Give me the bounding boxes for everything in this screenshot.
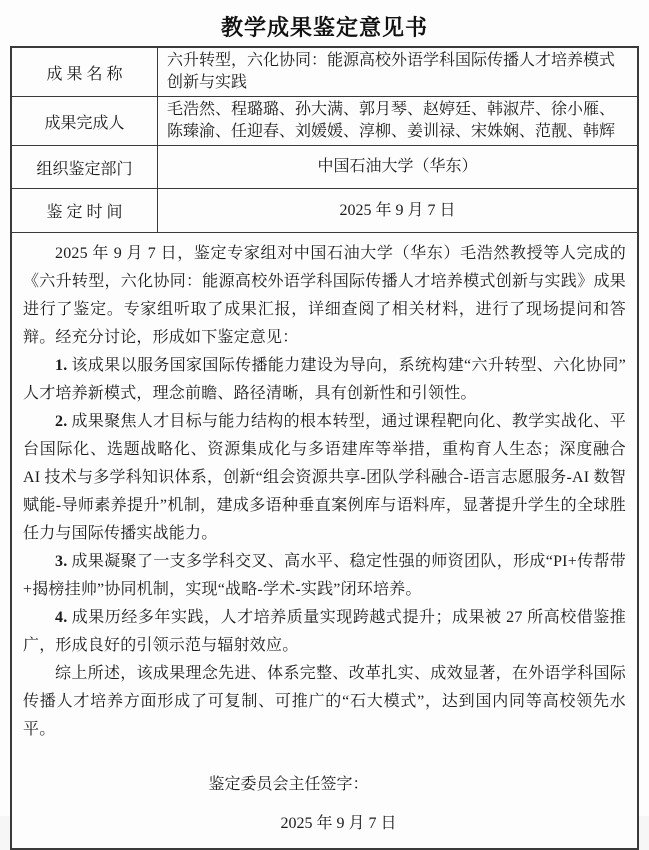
signature-date: 2025 年 9 月 7 日 <box>280 815 397 832</box>
opinion-paragraph <box>23 548 626 604</box>
row-value: 毛浩然、程璐璐、孙大满、郭月琴、赵婷廷、韩淑芹、徐小雁、陈臻渝、任迎春、刘媛媛、淳柳、姜训禄、宋姝娴、范靓、韩辉 <box>167 101 616 140</box>
paragraph-text: 成果凝聚了一支多学科交叉、高水平、稳定性强的师资团队，形成“PI+传帮带+揭榜挂帅”协同机制，实现“战略-学术-实践”闭环培养。 <box>23 553 626 598</box>
opinion-cell <box>12 233 637 848</box>
paragraph-number: 1. <box>55 357 68 374</box>
row-label: 成果完成人 <box>12 97 158 145</box>
appraisal-table-rows <box>12 48 637 233</box>
table-row <box>12 189 637 233</box>
paragraph-number: 2. <box>55 413 68 430</box>
table-row <box>12 97 637 146</box>
opinion-paragraphs <box>23 240 626 744</box>
appraisal-table <box>10 46 639 850</box>
table-row <box>12 48 637 97</box>
paragraph-text: 成果聚焦人才目标与能力结构的根本转型，通过课程靶向化、教学实战化、平台国际化、选题战略化、资源集成化与多语建库等举措，重构育人生态；深度融合 AI 技术与多学科知识体系，创新“组会资源共享-团队学科融合-语言志愿服务-AI 数智赋能-导师素养提升”机制，建成多语种垂直案例库与语料库，显著提升学生的全球胜任力与国际传播实战能力。 <box>23 413 626 542</box>
opinion-paragraph <box>23 240 626 352</box>
signature-line <box>0 771 590 799</box>
paragraph-number: 4. <box>55 609 68 626</box>
row-value: 六升转型，六化协同：能源高校外语学科国际传播人才培养模式创新与实践 <box>167 52 616 91</box>
opinion-paragraph <box>23 660 626 744</box>
signature-label: 鉴定委员会主任签字： <box>208 776 369 793</box>
paragraph-text: 2025 年 9 月 7 日，鉴定专家组对中国石油大学（华东）毛浩然教授等人完成的《六升转型，六化协同：能源高校外语学科国际传播人才培养模式创新与实践》成果进行了鉴定。专家组听取了成果汇报，详细查阅了相关材料，进行了现场提问和答辩。经充分讨论，形成如下鉴定意见： <box>23 245 626 346</box>
opinion-paragraph <box>23 352 626 408</box>
paragraph-text: 综上所述，该成果理念先进、体系完整、改革扎实、成效显著，在外语学科国际传播人才培养方面形成了可复制、可推广的“石大模式”，达到国内同等高校领先水平。 <box>23 665 626 738</box>
paragraph-text: 该成果以服务国家国际传播能力建设为导向，系统构建“六升转型、六化协同”人才培养新模式，理念前瞻、路径清晰，具有创新性和引领性。 <box>23 357 626 402</box>
row-label: 鉴 定 时 间 <box>12 189 158 232</box>
table-row <box>12 146 637 189</box>
paragraph-text: 成果历经多年实践，人才培养质量实现跨越式提升；成果被 27 所高校借鉴推广，形成良好的引领示范与辐射效应。 <box>23 609 626 654</box>
page-title: 教学成果鉴定意见书 <box>220 15 428 40</box>
paragraph-number: 3. <box>55 553 68 570</box>
row-label: 组织鉴定部门 <box>12 146 158 188</box>
opinion-paragraph <box>23 604 626 660</box>
row-label: 成 果 名 称 <box>12 48 158 96</box>
row-value: 2025 年 9 月 7 日 <box>339 201 456 219</box>
opinion-paragraph <box>23 408 626 548</box>
row-value: 中国石油大学（华东） <box>317 158 478 175</box>
